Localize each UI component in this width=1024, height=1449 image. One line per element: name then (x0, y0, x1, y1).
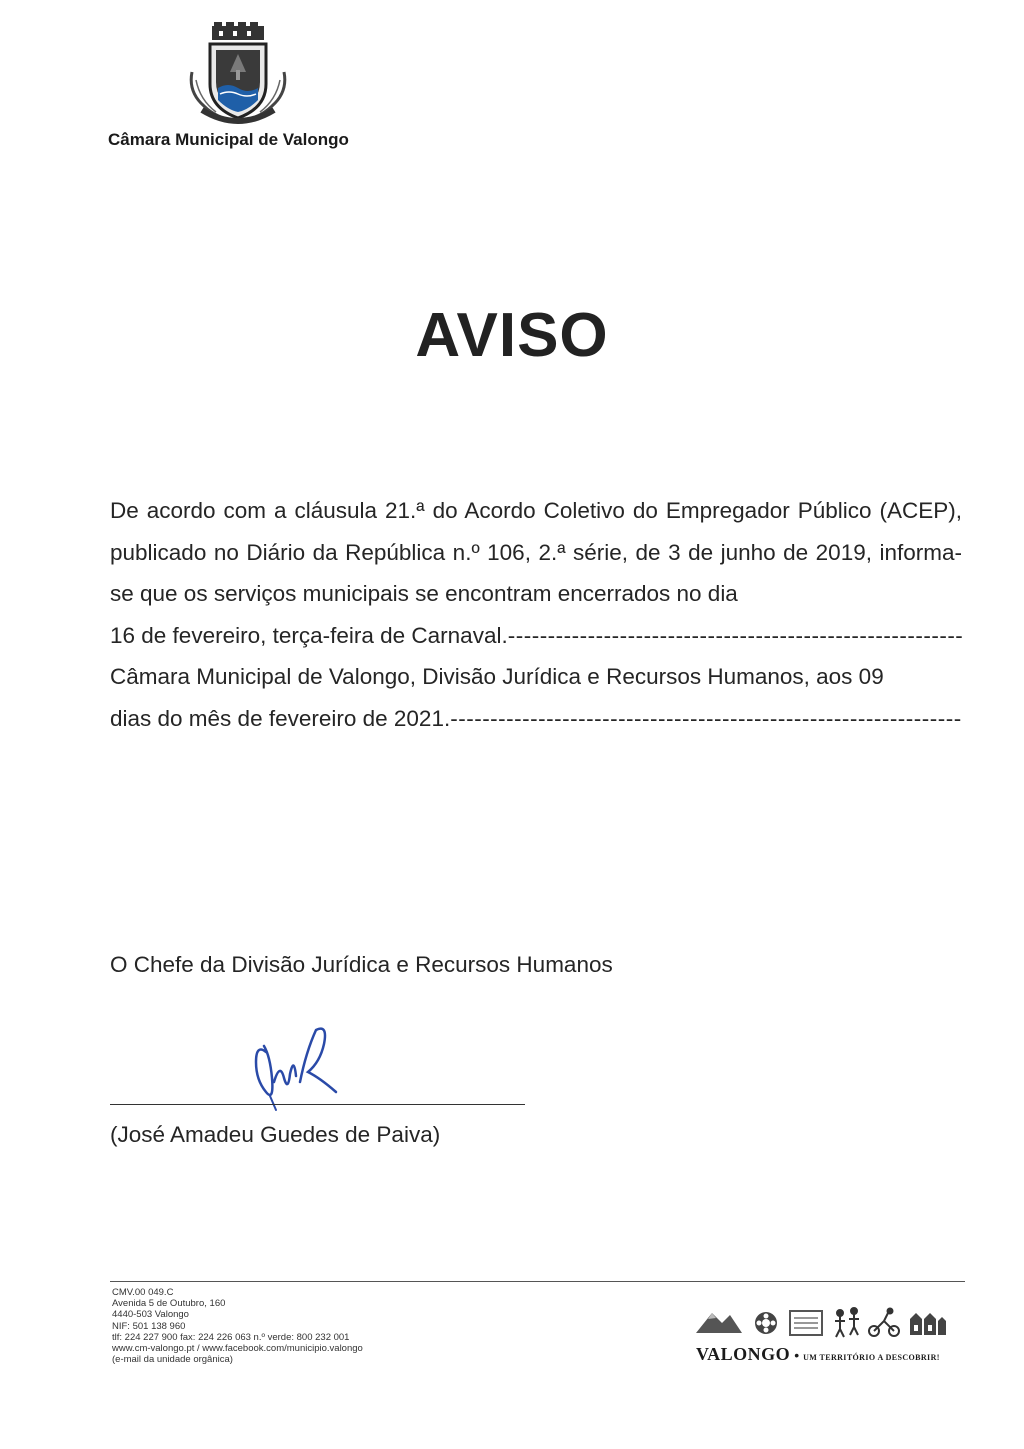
footer-nif: NIF: 501 138 960 (112, 1320, 186, 1332)
brand-icons-strip (694, 1305, 946, 1341)
footer-phones: tlf: 224 227 900 fax: 224 226 063 n.º verde: 800 232 001 (112, 1331, 350, 1343)
paragraph-2-line-1: Câmara Municipal de Valongo, Divisão Jurídica e Recursos Humanos, aos 09 (110, 664, 884, 689)
paragraph-1-line-2: (ACEP), publicado no Diário da República n.º 106, 2.ª série, de 3 de junho de (110, 498, 962, 565)
notice-paragraph-2 (110, 656, 962, 698)
paragraph-1-last-line (110, 615, 962, 657)
brand-separator: • (794, 1347, 800, 1363)
dash-filler (508, 615, 962, 657)
notice-title: AVISO (415, 301, 609, 370)
footer-email-note: (e-mail da unidade orgânica) (112, 1354, 233, 1366)
paragraph-1-line-3: 2019, informa-se que os serviços municipais se encontram encerrados no dia (110, 539, 962, 606)
brand-wordmark (696, 1344, 940, 1365)
organization-name: Câmara Municipal de Valongo (108, 130, 349, 149)
footer-web: www.cm-valongo.pt / www.facebook.com/municipio.valongo (112, 1343, 363, 1355)
dash-filler (450, 698, 962, 740)
notice-body (110, 490, 962, 739)
municipal-crest-icon (186, 22, 290, 134)
signer-role: O Chefe da Divisão Jurídica e Recursos Humanos (110, 952, 613, 977)
brand-name: VALONGO (696, 1344, 791, 1364)
footer-address-line-2: 4440-503 Valongo (112, 1309, 189, 1321)
people-figures-icon (835, 1308, 859, 1337)
paragraph-2-last-line (110, 698, 962, 740)
mountain-icon (696, 1313, 742, 1333)
slate-board-icon (790, 1311, 822, 1335)
footer-document-code: CMV.00 049.C (112, 1287, 174, 1298)
cyclist-icon (869, 1309, 899, 1337)
rosette-icon (755, 1312, 777, 1334)
paragraph-1-line-1: De acordo com a cláusula 21.ª do Acordo Coletivo do Empregador Público (110, 498, 872, 523)
paragraph-2-line-2: dias do mês de fevereiro de 2021. (110, 705, 451, 731)
notice-paragraph-1 (110, 490, 962, 615)
signer-name: (José Amadeu Guedes de Paiva) (110, 1122, 441, 1147)
paragraph-1-line-4: 16 de fevereiro, terça-feira de Carnaval. (110, 622, 508, 648)
signature-line (110, 1104, 525, 1105)
brand-slogan: UM TERRITÓRIO A DESCOBRIR! (803, 1353, 940, 1362)
footer-address-line-1: Avenida 5 de Outubro, 160 (112, 1298, 226, 1310)
footer-divider (110, 1281, 965, 1282)
houses-icon (910, 1313, 946, 1335)
footer-contact-block (112, 1287, 363, 1365)
handwritten-signature (244, 1022, 344, 1112)
